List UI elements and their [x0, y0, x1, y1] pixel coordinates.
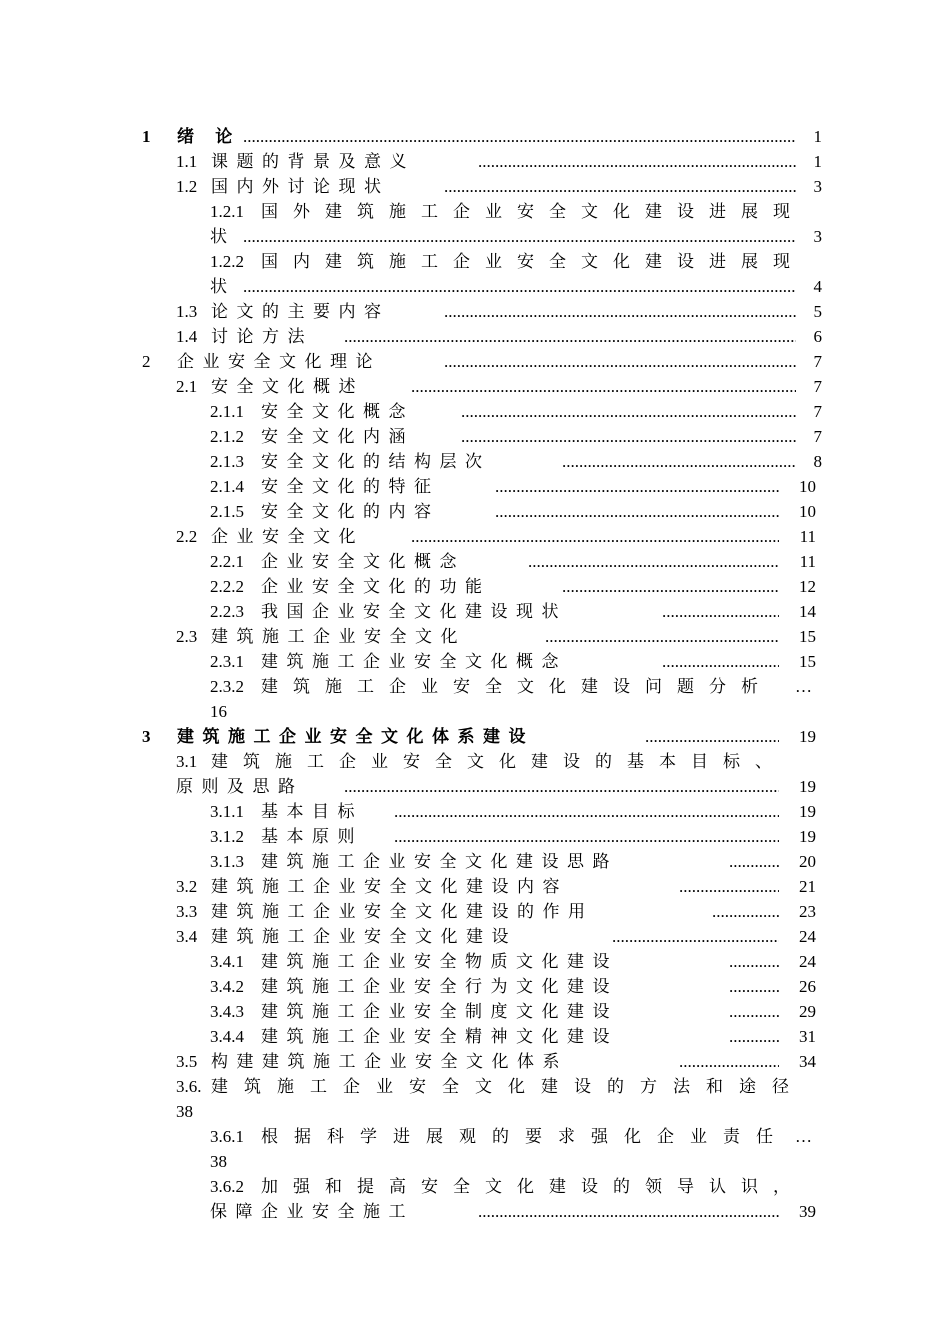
toc-entry-1-2-2 — [0, 249, 950, 274]
toc-leader — [394, 824, 779, 849]
toc-page-number: 10 — [799, 502, 816, 521]
toc-entry-1-2-1 — [0, 199, 950, 224]
toc-entry-2-1-1 — [0, 399, 950, 424]
toc-leader — [411, 524, 779, 549]
toc-title: 企业安全文化 — [211, 527, 364, 546]
toc-page-number: 19 — [799, 777, 816, 796]
toc-leader — [243, 224, 796, 249]
toc-leader — [662, 599, 779, 624]
toc-number: 3 — [142, 727, 151, 746]
toc-title-continuation: 状 — [210, 277, 227, 296]
toc-page-number: 12 — [799, 577, 816, 596]
toc-number: 2.1 — [176, 377, 198, 396]
toc-entry-3-6-1-cont — [0, 1149, 950, 1174]
toc-number: 3.4.2 — [210, 977, 244, 996]
toc-title: 建筑施工企业安全文化概念 — [261, 652, 567, 671]
toc-page-number: 7 — [813, 377, 822, 396]
toc-leader — [243, 124, 796, 149]
toc-number: 2.2.3 — [210, 602, 244, 621]
toc-leader — [394, 799, 779, 824]
toc-page-number: 15 — [799, 627, 816, 646]
toc-number: 3.4 — [176, 927, 198, 946]
toc-title: 建筑施工企业安全文化体系建设 — [177, 727, 534, 746]
toc-number: 1 — [142, 127, 151, 146]
toc-entry-3-1-1 — [0, 799, 950, 824]
toc-leader — [243, 274, 796, 299]
toc-page-number: 29 — [799, 1002, 816, 1021]
toc-title: 建筑施工企业安全文化建设内容 — [211, 877, 568, 896]
toc-number: 2.3 — [176, 627, 198, 646]
toc-entry-2-1-5 — [0, 499, 950, 524]
toc-entry-2-1-4 — [0, 474, 950, 499]
toc-title: 论文的主要内容 — [211, 302, 390, 321]
toc-leader — [645, 724, 779, 749]
toc-title: 安全文化的特征 — [261, 477, 440, 496]
toc-entry-2-1 — [0, 374, 950, 399]
toc-title: 建筑施工企业安全行为文化建设 — [261, 977, 618, 996]
toc-title: 建筑施工企业安全文化建设的基本目标、 — [211, 752, 787, 771]
toc-entry-3-6-2-cont — [0, 1199, 950, 1224]
toc-number: 3.1.1 — [210, 802, 244, 821]
toc-number: 2.1.2 — [210, 427, 244, 446]
toc-entry-1-2-2-cont — [0, 274, 950, 299]
toc-entry-3-6-2 — [0, 1174, 950, 1199]
toc-number: 3.2 — [176, 877, 198, 896]
toc-page-number: 7 — [813, 402, 822, 421]
toc-number: 3.4.1 — [210, 952, 244, 971]
toc-number: 2.1.1 — [210, 402, 244, 421]
toc-page-number: 31 — [799, 1027, 816, 1046]
toc-entry-3-6 — [0, 1074, 950, 1099]
toc-entry-2-2-1 — [0, 549, 950, 574]
toc-title: 建筑施工企业安全文化 — [211, 627, 466, 646]
toc-number: 3.1 — [176, 752, 198, 771]
toc-page-number: 20 — [799, 852, 816, 871]
toc-number: 3.6.2 — [210, 1177, 244, 1196]
toc-entry-3-2 — [0, 874, 950, 899]
toc-number: 3.4.4 — [210, 1027, 244, 1046]
toc-page-number: 19 — [799, 802, 816, 821]
toc-title: 安全文化内涵 — [261, 427, 414, 446]
toc-page-number: 19 — [799, 827, 816, 846]
toc-title: 企业安全文化的功能 — [261, 577, 491, 596]
toc-title: 安全文化概述 — [211, 377, 364, 396]
toc-title: 建筑施工企业安全文化建设的作用 — [211, 902, 594, 921]
toc-title: 建筑施工企业安全制度文化建设 — [261, 1002, 618, 1021]
toc-entry-3-1-cont — [0, 774, 950, 799]
toc-page-number: 26 — [799, 977, 816, 996]
toc-page-number: 4 — [813, 277, 822, 296]
toc-entry-3-1 — [0, 749, 950, 774]
toc-title: 绪 论 — [177, 127, 241, 146]
toc-leader — [729, 999, 779, 1024]
toc-entry-3-5 — [0, 1049, 950, 1074]
toc-entry-1-2 — [0, 174, 950, 199]
toc-page-number: 1 — [813, 152, 822, 171]
toc-number: 2.2.2 — [210, 577, 244, 596]
toc-page-number: 23 — [799, 902, 816, 921]
toc-title: 安全文化的内容 — [261, 502, 440, 521]
toc-title: 国内外讨论现状 — [211, 177, 390, 196]
toc-entry-2-2 — [0, 524, 950, 549]
toc-number: 1.4 — [176, 327, 198, 346]
toc-leader — [461, 399, 796, 424]
toc-entry-2-3-1 — [0, 649, 950, 674]
toc-page-number: 39 — [799, 1202, 816, 1221]
toc-title: 基本目标 — [261, 802, 363, 821]
toc-number: 1.2 — [176, 177, 198, 196]
toc-entry-1-3 — [0, 299, 950, 324]
toc-leader — [729, 949, 779, 974]
toc-page-number: 14 — [799, 602, 816, 621]
toc-entry-2 — [0, 349, 950, 374]
toc-entry-2-2-3 — [0, 599, 950, 624]
toc-number: 2.2.1 — [210, 552, 244, 571]
toc-number: 2 — [142, 352, 151, 371]
toc-entry-3-4-3 — [0, 999, 950, 1024]
toc-page-number: 11 — [799, 552, 816, 571]
toc-number: 2.1.3 — [210, 452, 244, 471]
toc-number: 3.6.1 — [210, 1127, 244, 1146]
toc-title-continuation: 原则及思路 — [176, 777, 304, 796]
toc-number: 1.1 — [176, 152, 198, 171]
toc-leader — [679, 1049, 779, 1074]
toc-page-number: 1 — [813, 127, 822, 146]
toc-entry-2-3-2 — [0, 674, 950, 699]
toc-entry-3-6-cont — [0, 1099, 950, 1124]
toc-page-number: 34 — [799, 1052, 816, 1071]
toc-entry-1-2-1-cont — [0, 224, 950, 249]
toc-leader — [679, 874, 779, 899]
toc-page-number: 38 — [210, 1152, 227, 1171]
toc-entry-1 — [0, 124, 950, 149]
toc-title: 建筑施工企业安全文化建设的方法和途径 — [211, 1077, 805, 1096]
toc-entry-3-4-1 — [0, 949, 950, 974]
toc-leader — [444, 349, 796, 374]
toc-entry-3-4-2 — [0, 974, 950, 999]
toc-leader — [545, 624, 779, 649]
toc-leader — [729, 974, 779, 999]
toc-page-number: 11 — [799, 527, 816, 546]
toc-page-number: 6 — [813, 327, 822, 346]
toc-number: 1.3 — [176, 302, 198, 321]
toc-number: 1.2.2 — [210, 252, 244, 271]
toc-leader — [612, 924, 779, 949]
toc-page-number: 24 — [799, 952, 816, 971]
toc-entry-1-4 — [0, 324, 950, 349]
toc-leader — [562, 574, 779, 599]
toc-leader — [495, 499, 779, 524]
toc-page-number: 7 — [813, 427, 822, 446]
toc-entry-3-6-1 — [0, 1124, 950, 1149]
toc-page-number: 19 — [799, 727, 816, 746]
toc-entry-2-3-2-cont — [0, 699, 950, 724]
toc-title: 国外建筑施工企业安全文化建设进展现 — [261, 202, 805, 221]
toc-title: 课题的背景及意义 — [211, 152, 415, 171]
toc-page-number: 10 — [799, 477, 816, 496]
toc-leader — [478, 1199, 779, 1224]
toc-title: 建筑施工企业安全精神文化建设 — [261, 1027, 618, 1046]
toc-title: 建筑施工企业安全物质文化建设 — [261, 952, 618, 971]
toc-leader — [411, 374, 796, 399]
toc-title: 建筑施工企业安全文化建设 — [211, 927, 517, 946]
toc-leader — [712, 899, 779, 924]
toc-title: 建筑施工企业安全文化建设思路 — [261, 852, 618, 871]
toc-title: 企业安全文化理论 — [177, 352, 381, 371]
toc-entry-3-4-4 — [0, 1024, 950, 1049]
toc-page-number: 16 — [210, 702, 227, 721]
toc-entry-1-1 — [0, 149, 950, 174]
toc-entry-2-1-2 — [0, 424, 950, 449]
toc-page-number: 15 — [799, 652, 816, 671]
toc-title: 讨论方法 — [211, 327, 313, 346]
toc-entry-3-1-3 — [0, 849, 950, 874]
toc-entry-2-2-2 — [0, 574, 950, 599]
toc-title-continuation: 保障企业安全施工 — [210, 1202, 414, 1221]
toc-ellipsis: … — [795, 1127, 812, 1146]
toc-page-number: 21 — [799, 877, 816, 896]
toc-number: 3.1.2 — [210, 827, 244, 846]
toc-leader — [344, 324, 796, 349]
toc-title: 国内建筑施工企业安全文化建设进展现 — [261, 252, 805, 271]
toc-number: 1.2.1 — [210, 202, 244, 221]
toc-title: 构建建筑施工企业安全文化体系 — [211, 1052, 568, 1071]
toc-page-number: 38 — [176, 1102, 193, 1121]
toc-number: 3.1.3 — [210, 852, 244, 871]
toc-leader — [528, 549, 779, 574]
toc-page-number: 7 — [813, 352, 822, 371]
toc-number: 2.3.2 — [210, 677, 244, 696]
toc-ellipsis: … — [795, 677, 812, 696]
toc-title: 建筑施工企业安全文化建设问题分析 — [261, 677, 773, 696]
toc-leader — [562, 449, 796, 474]
toc-number: 3.3 — [176, 902, 198, 921]
toc-title: 安全文化概念 — [261, 402, 414, 421]
toc-page-number: 8 — [813, 452, 822, 471]
toc-number: 2.3.1 — [210, 652, 244, 671]
toc-leader — [444, 174, 796, 199]
toc-page-number: 3 — [813, 177, 822, 196]
toc-number: 3.4.3 — [210, 1002, 244, 1021]
toc-leader — [729, 1024, 779, 1049]
toc-number: 3.5 — [176, 1052, 198, 1071]
toc-entry-3-1-2 — [0, 824, 950, 849]
toc-entry-2-1-3 — [0, 449, 950, 474]
toc-page-number: 24 — [799, 927, 816, 946]
toc-number: 3.6. — [176, 1077, 202, 1096]
toc-title: 企业安全文化概念 — [261, 552, 465, 571]
toc-leader — [495, 474, 779, 499]
toc-title: 加强和提高安全文化建设的领导认识， — [261, 1177, 805, 1196]
toc-title: 安全文化的结构层次 — [261, 452, 491, 471]
toc-entry-3-3 — [0, 899, 950, 924]
toc-leader — [344, 774, 779, 799]
toc-title-continuation: 状 — [210, 227, 227, 246]
toc-entry-3-4 — [0, 924, 950, 949]
toc-entry-3 — [0, 724, 950, 749]
toc-leader — [729, 849, 779, 874]
toc-leader — [662, 649, 779, 674]
toc-page-number: 3 — [813, 227, 822, 246]
toc-leader — [478, 149, 796, 174]
toc-title: 基本原则 — [261, 827, 363, 846]
toc-number: 2.1.4 — [210, 477, 244, 496]
toc-number: 2.1.5 — [210, 502, 244, 521]
toc-leader — [444, 299, 796, 324]
toc-leader — [461, 424, 796, 449]
toc-page-number: 5 — [813, 302, 822, 321]
toc-title: 根据科学进展观的要求强化企业责任 — [261, 1127, 789, 1146]
toc-title: 我国企业安全文化建设现状 — [261, 602, 567, 621]
toc-entry-2-3 — [0, 624, 950, 649]
table-of-contents — [0, 124, 950, 1224]
toc-number: 2.2 — [176, 527, 198, 546]
